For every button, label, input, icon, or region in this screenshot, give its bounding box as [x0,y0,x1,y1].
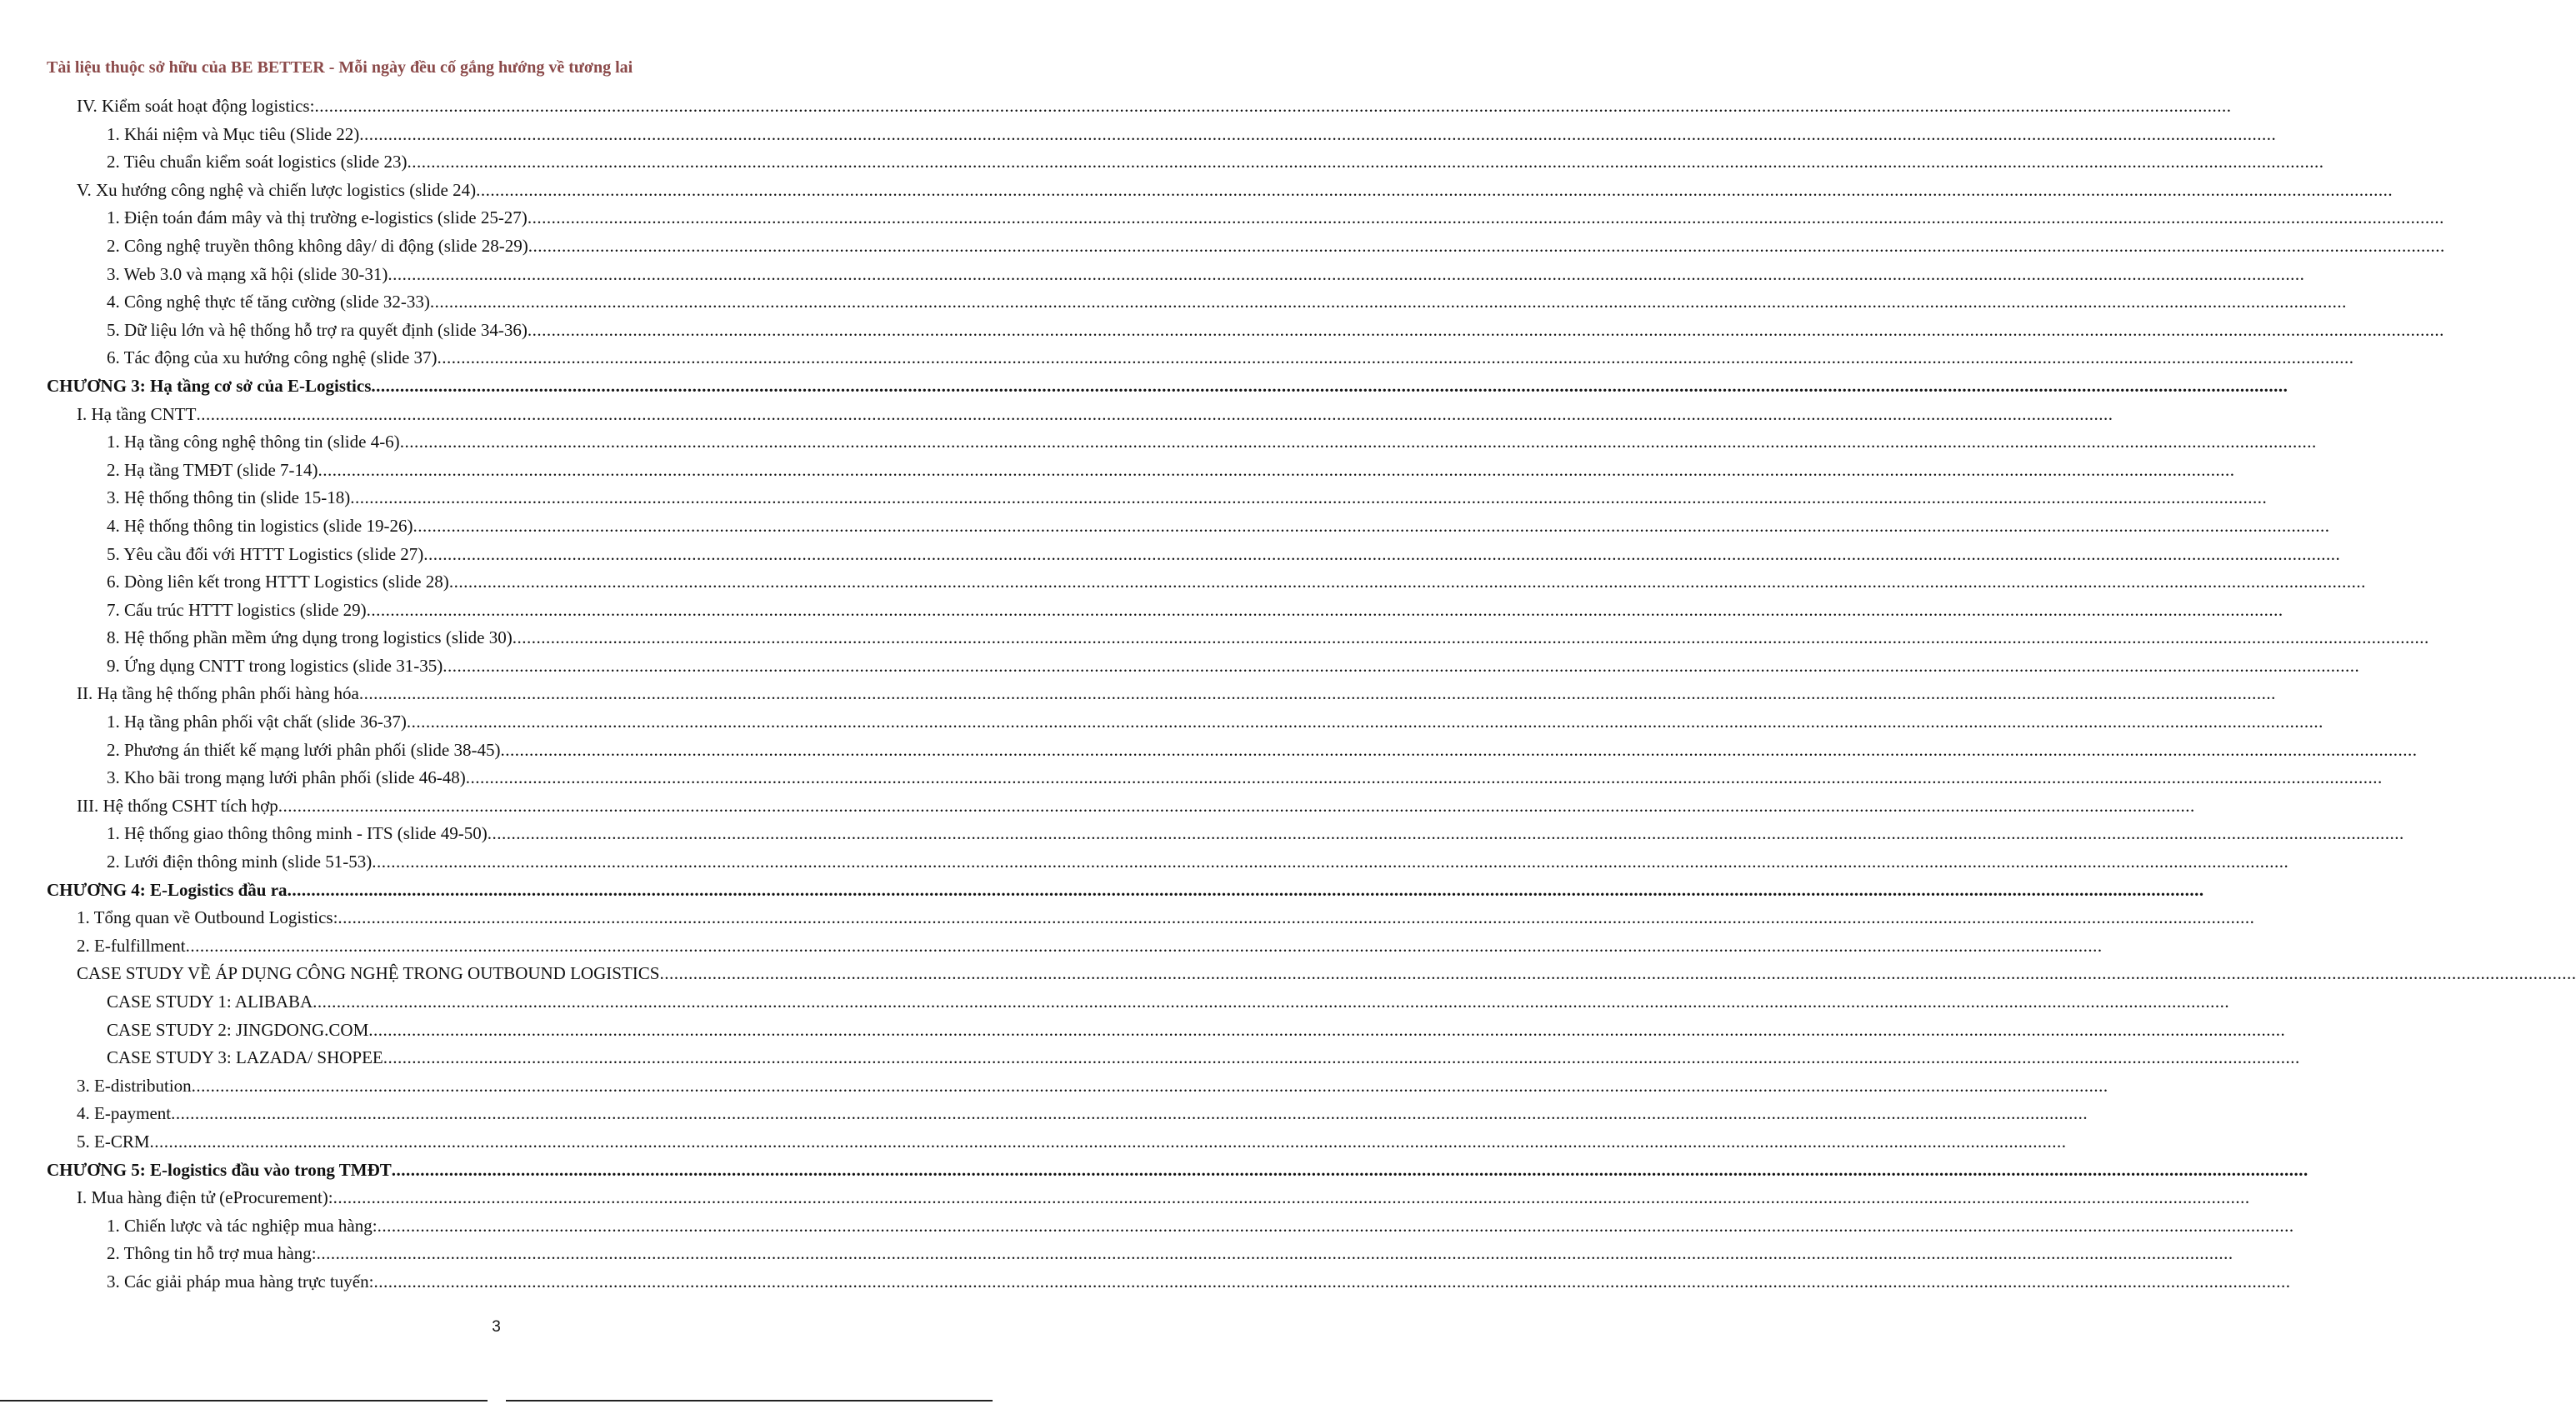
toc-leader-dots: ................................................................................................................................................................................................................................................................................................................................................................................................................ [316,1243,2233,1264]
toc-subsection-entry [0,764,2383,792]
bottom-divider-gap [488,1400,506,1402]
toc-leader-dots: ................................................................................................................................................................................................................................................................................................................................................................................................................ [399,432,2317,452]
toc-subsection-entry [0,737,2418,765]
toc-entry-title: CHƯƠNG 3: Hạ tầng cơ sở của E-Logistics [47,375,372,396]
toc-entry-title: 6. Dòng liên kết trong HTTT Logistics (slide 28) [107,572,449,592]
toc-section-entry [0,1128,2067,1157]
toc-leader-dots: ................................................................................................................................................................................................................................................................................................................................................................................................................ [373,1271,2291,1292]
toc-leader-dots: ................................................................................................................................................................................................................................................................................................................................................................................................................ [358,683,2276,704]
toc-leader-dots: ................................................................................................................................................................................................................................................................................................................................................................................................................ [278,795,2195,816]
toc-leader-dots: ................................................................................................................................................................................................................................................................................................................................................................................................................ [528,235,2445,256]
toc-entry-title: 1. Tổng quan về Outbound Logistics: [77,907,338,928]
toc-leader-dots: ................................................................................................................................................................................................................................................................................................................................................................................................................ [413,515,2330,536]
toc-leader-dots: ................................................................................................................................................................................................................................................................................................................................................................................................................ [487,823,2404,844]
document-header: Tài liệu thuộc sở hữu của BE BETTER - Mỗi ngày đều cố gắng hướng về tương lai [47,58,633,77]
toc-leader-dots: ................................................................................................................................................................................................................................................................................................................................................................................................................ [371,375,2288,396]
toc-subsection-entry [0,652,2360,681]
toc-subsection-entry [0,568,2366,597]
toc-entry-title: 1. Hạ tầng phân phối vật chất (slide 36-37) [107,712,407,732]
toc-subsection-entry [0,1017,2286,1045]
toc-leader-dots: ................................................................................................................................................................................................................................................................................................................................................................................................................ [429,292,2347,312]
toc-subsection-entry [0,820,2404,848]
toc-entry-title: CHƯƠNG 5: E-logistics đầu vào trong TMĐT [47,1159,392,1180]
toc-subsection-entry [0,232,2445,261]
toc-leader-dots: ................................................................................................................................................................................................................................................................................................................................................................................................................ [500,739,2418,760]
toc-leader-dots: ................................................................................................................................................................................................................................................................................................................................................................................................................ [377,1215,2294,1236]
toc-leader-dots: ................................................................................................................................................................................................................................................................................................................................................................................................................ [191,1075,2108,1096]
toc-leader-dots: ................................................................................................................................................................................................................................................................................................................................................................................................................ [423,543,2341,564]
toc-leader-dots: ................................................................................................................................................................................................................................................................................................................................................................................................................ [149,1131,2067,1152]
toc-subsection-entry [0,288,2347,317]
toc-leader-dots: ................................................................................................................................................................................................................................................................................................................................................................................................................ [476,179,2393,200]
toc-entry-title: 3. Các giải pháp mua hàng trực tuyến: [107,1271,374,1292]
toc-entry-title: 3. Kho bãi trong mạng lưới phân phối (slide 46-48) [107,767,466,788]
toc-subsection-entry [0,148,2324,177]
toc-subsection-entry [0,261,2305,289]
toc-subsection-entry [0,484,2268,512]
toc-entry-title: 5. E-CRM [77,1131,150,1152]
toc-entry-title: 1. Điện toán đám mây và thị trường e-logistics (slide 25-27) [107,207,528,228]
toc-subsection-entry [0,848,2289,877]
toc-entry-title: 2. Lưới điện thông minh (slide 51-53) [107,852,373,872]
toc-subsection-entry [0,428,2317,457]
toc-leader-dots: ................................................................................................................................................................................................................................................................................................................................................................................................................ [448,572,2366,592]
toc-subsection-entry [0,512,2330,541]
toc-entry-title: 2. Phương án thiết kế mạng lưới phân phối (slide 38-45) [107,739,501,760]
toc-entry-title: CASE STUDY 1: ALIBABA [107,992,313,1012]
toc-entry-title: V. Xu hướng công nghệ và chiến lược logistics (slide 24) [77,179,477,200]
toc-entry-title: III. Hệ thống CSHT tích hợp [77,795,278,816]
toc-chapter-entry [0,372,2288,401]
toc-leader-dots: ................................................................................................................................................................................................................................................................................................................................................................................................................ [366,599,2283,620]
toc-leader-dots: ................................................................................................................................................................................................................................................................................................................................................................................................................ [338,907,2255,928]
toc-subsection-entry [0,1268,2291,1297]
toc-leader-dots: ................................................................................................................................................................................................................................................................................................................................................................................................................ [527,207,2444,228]
toc-entry-title: 9. Ứng dụng CNTT trong logistics (slide 31-35) [107,655,443,676]
toc-leader-dots: ................................................................................................................................................................................................................................................................................................................................................................................................................ [406,712,2323,732]
toc-entry-title: 2. Công nghệ truyền thông không dây/ di động (slide 28-29) [107,235,528,256]
toc-subsection-entry [0,708,2323,737]
toc-leader-dots: ................................................................................................................................................................................................................................................................................................................................................................................................................ [359,123,2277,144]
toc-subsection-entry [0,457,2235,485]
toc-entry-title: I. Hạ tầng CNTT [77,403,197,424]
toc-entry-title: 6. Tác động của xu hướng công nghệ (slide 37) [107,347,438,368]
toc-entry-title: IV. Kiểm soát hoạt động logistics: [77,96,315,116]
toc-entry-title: 1. Hạ tầng công nghệ thông tin (slide 4-6) [107,432,400,452]
toc-section-entry [0,792,2195,821]
toc-subsection-entry [0,1212,2294,1241]
toc-leader-dots: ................................................................................................................................................................................................................................................................................................................................................................................................................ [314,96,2232,116]
toc-leader-dots: ................................................................................................................................................................................................................................................................................................................................................................................................................ [368,1019,2286,1040]
toc-leader-dots: ................................................................................................................................................................................................................................................................................................................................................................................................................ [196,403,2113,424]
toc-section-entry [0,177,2393,205]
toc-leader-dots: ................................................................................................................................................................................................................................................................................................................................................................................................................ [391,1159,2308,1180]
page-number: 3 [492,1318,501,1336]
toc-leader-dots: ................................................................................................................................................................................................................................................................................................................................................................................................................ [372,852,2289,872]
toc-subsection-entry [0,1044,2300,1072]
toc-leader-dots: ................................................................................................................................................................................................................................................................................................................................................................................................................ [313,992,2230,1012]
toc-section-entry [0,1100,2088,1128]
toc-entry-title: 2. E-fulfillment [77,935,186,956]
toc-leader-dots: ................................................................................................................................................................................................................................................................................................................................................................................................................ [465,767,2383,788]
toc-entry-title: CASE STUDY 2: JINGDONG.COM [107,1019,369,1040]
toc-entry-title: 2. Thông tin hỗ trợ mua hàng: [107,1243,317,1264]
toc-entry-title: 1. Chiến lược và tác nghiệp mua hàng: [107,1215,378,1236]
toc-entry-title: 2. Tiêu chuẩn kiểm soát logistics (slide 23) [107,152,408,172]
toc-subsection-entry [0,121,2277,149]
toc-entry-title: 7. Cấu trúc HTTT logistics (slide 29) [107,599,367,620]
toc-entry-title: 4. E-payment [77,1103,172,1124]
toc-leader-dots: ................................................................................................................................................................................................................................................................................................................................................................................................................ [437,347,2354,368]
toc-leader-dots: ................................................................................................................................................................................................................................................................................................................................................................................................................ [407,152,2324,172]
toc-entry-title: 2. Hạ tầng TMĐT (slide 7-14) [107,459,318,480]
toc-section-entry [0,401,2113,429]
toc-leader-dots: ................................................................................................................................................................................................................................................................................................................................................................................................................ [383,1047,2300,1068]
toc-entry-title: 8. Hệ thống phần mềm ứng dụng trong logistics (slide 30) [107,627,513,648]
toc-subsection-entry [0,1240,2233,1268]
toc-subsection-entry [0,344,2354,372]
toc-leader-dots: ................................................................................................................................................................................................................................................................................................................................................................................................................ [388,263,2305,284]
toc-entry-title: 3. Web 3.0 và mạng xã hội (slide 30-31) [107,263,388,284]
toc-entry-title: 1. Khái niệm và Mục tiêu (Slide 22) [107,123,360,144]
toc-subsection-entry [0,541,2341,569]
toc-section-entry [0,1184,2250,1212]
toc-leader-dots: ................................................................................................................................................................................................................................................................................................................................................................................................................ [443,655,2360,676]
toc-leader-dots: ................................................................................................................................................................................................................................................................................................................................................................................................................ [333,1187,2250,1208]
toc-entry-title: CASE STUDY 3: LAZADA/ SHOPEE [107,1047,383,1068]
toc-subsection-entry [0,204,2444,232]
toc-leader-dots: ................................................................................................................................................................................................................................................................................................................................................................................................................ [659,963,2576,984]
toc-subsection-entry [0,624,2429,652]
toc-section-entry [0,1072,2108,1101]
toc-leader-dots: ................................................................................................................................................................................................................................................................................................................................................................................................................ [512,627,2429,648]
toc-entry-title: 5. Dữ liệu lớn và hệ thống hỗ trợ ra quyết định (slide 34-36) [107,319,528,340]
toc-subsection-entry [0,597,2283,625]
toc-entry-title: CASE STUDY VỀ ÁP DỤNG CÔNG NGHỆ TRONG OUTBOUND LOGISTICS [77,963,660,984]
toc-entry-title: 3. E-distribution [77,1075,192,1096]
toc-chapter-entry [0,1157,2308,1185]
toc-chapter-entry [0,877,2204,905]
toc-entry-title: 4. Công nghệ thực tế tăng cường (slide 32-33) [107,292,430,312]
toc-section-entry [0,92,2232,121]
toc-section-entry [0,932,2103,961]
toc-leader-dots: ................................................................................................................................................................................................................................................................................................................................................................................................................ [171,1103,2088,1124]
toc-entry-title: 1. Hệ thống giao thông thông minh - ITS (slide 49-50) [107,823,488,844]
toc-section-entry [0,680,2276,708]
toc-entry-title: II. Hạ tầng hệ thống phân phối hàng hóa [77,683,359,704]
toc-entry-title: CHƯƠNG 4: E-Logistics đầu ra [47,879,288,900]
toc-leader-dots: ................................................................................................................................................................................................................................................................................................................................................................................................................ [350,487,2268,508]
table-of-contents [0,92,2576,1297]
toc-leader-dots: ................................................................................................................................................................................................................................................................................................................................................................................................................ [527,319,2444,340]
toc-subsection-entry [0,317,2444,345]
toc-entry-title: 4. Hệ thống thông tin logistics (slide 19-26) [107,515,413,536]
toc-leader-dots: ................................................................................................................................................................................................................................................................................................................................................................................................................ [287,879,2204,900]
toc-leader-dots: ................................................................................................................................................................................................................................................................................................................................................................................................................ [185,935,2103,956]
toc-entry-title: 5. Yêu cầu đối với HTTT Logistics (slide 27) [107,543,424,564]
toc-leader-dots: ................................................................................................................................................................................................................................................................................................................................................................................................................ [318,459,2235,480]
toc-section-entry [0,960,2576,988]
toc-entry-title: I. Mua hàng điện tử (eProcurement): [77,1187,333,1208]
toc-section-entry [0,904,2255,932]
toc-entry-title: 3. Hệ thống thông tin (slide 15-18) [107,487,351,508]
toc-subsection-entry [0,988,2230,1017]
